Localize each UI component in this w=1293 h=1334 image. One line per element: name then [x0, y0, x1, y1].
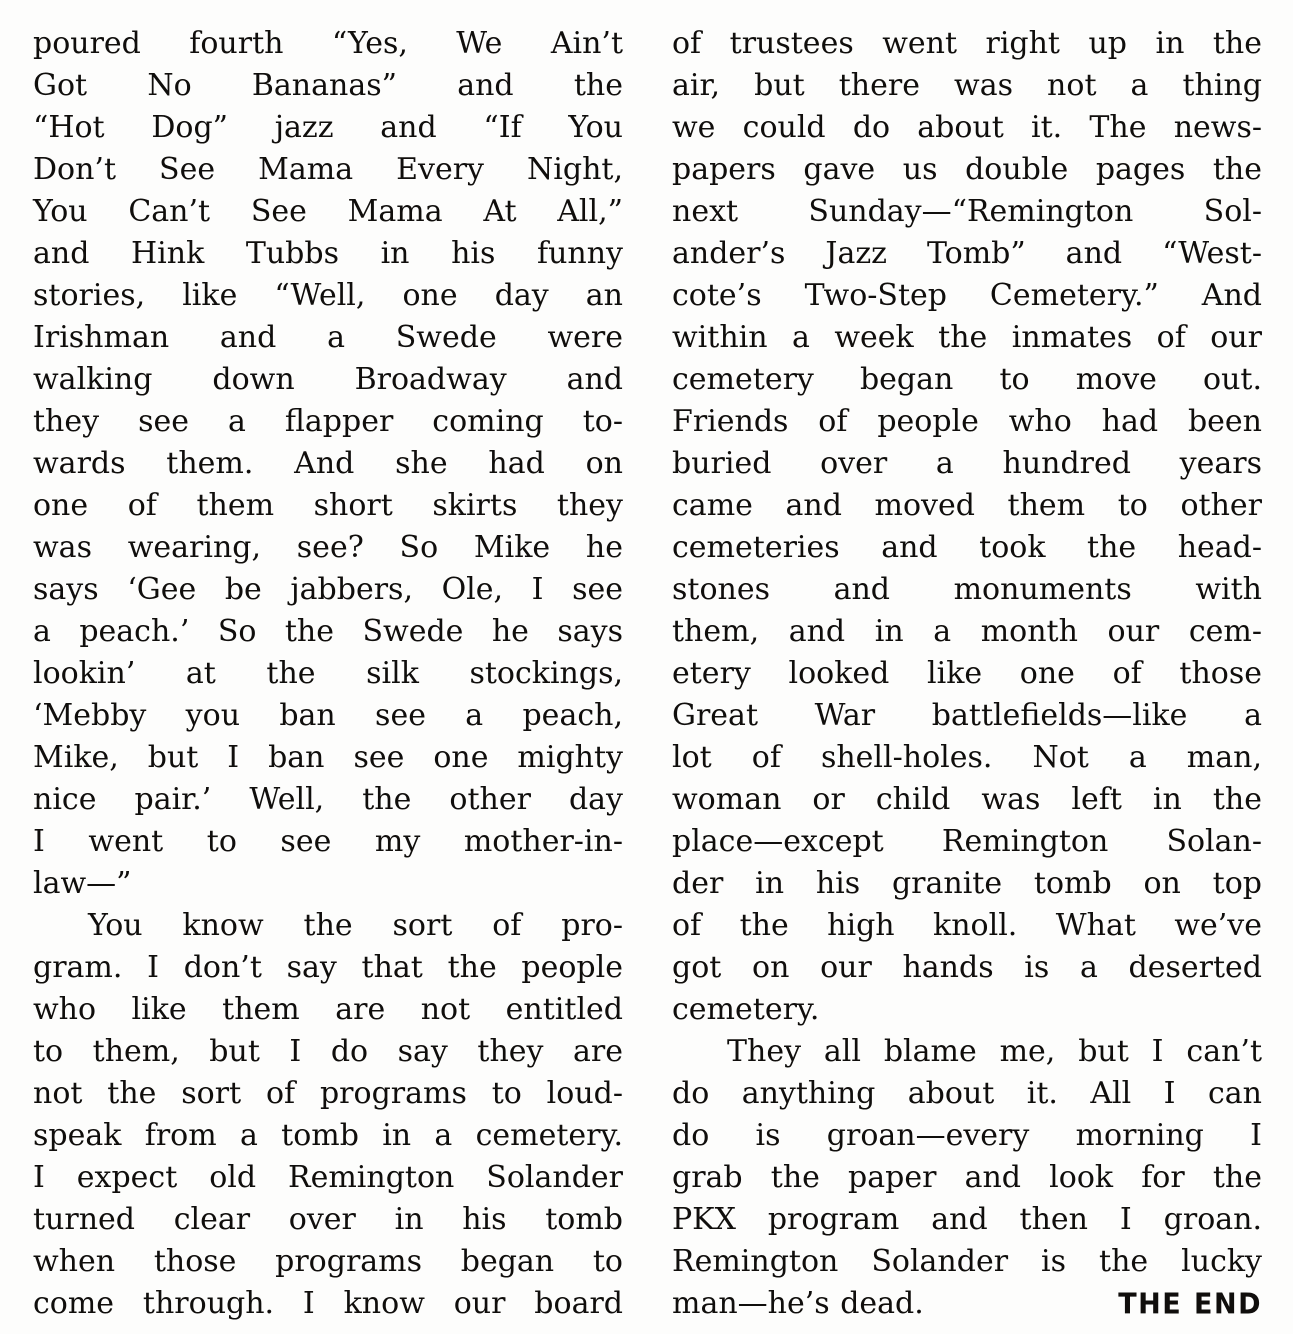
text-line: etery looked like one of those — [672, 656, 1262, 691]
text-line: a peach.’ So the Swede he says — [33, 614, 623, 649]
text-line: speak from a tomb in a cemetery. — [33, 1118, 623, 1153]
text-line: I went to see my mother-in- — [33, 824, 623, 859]
text-line: next Sunday—“Remington Sol- — [672, 194, 1262, 229]
text-line: nice pair.’ Well, the other day — [33, 782, 623, 817]
text-line: within a week the inmates of our — [672, 320, 1262, 355]
the-end-marker: THE END — [1118, 1288, 1262, 1321]
text-line: place—except Remington Solan- — [672, 824, 1262, 859]
text-line-content: man—he’s dead. — [672, 1286, 924, 1321]
text-line: them, and in a month our cem- — [672, 614, 1262, 649]
text-line: walking down Broadway and — [33, 362, 623, 397]
text-line: ‘Mebby you ban see a peach, — [33, 698, 623, 733]
text-line: der in his granite tomb on top — [672, 866, 1262, 901]
text-line — [672, 1283, 1262, 1325]
text-line: stones and monuments with — [672, 572, 1262, 607]
text-line: do is groan—every morning I — [672, 1118, 1262, 1153]
text-line: buried over a hundred years — [672, 446, 1262, 481]
text-line: cemetery. — [672, 992, 820, 1027]
text-line: who like them are not entitled — [33, 992, 623, 1027]
text-line: “Hot Dog” jazz and “If You — [33, 110, 623, 145]
text-line: Mike, but I ban see one mighty — [33, 740, 623, 775]
text-line: cote’s Two-Step Cemetery.” And — [672, 278, 1262, 313]
text-line: was wearing, see? So Mike he — [33, 530, 623, 565]
text-line: cemetery began to move out. — [672, 362, 1262, 397]
text-line: lot of shell-holes. Not a man, — [672, 740, 1262, 775]
text-line: cemeteries and took the head- — [672, 530, 1262, 565]
text-line: of trustees went right up in the — [672, 26, 1262, 61]
text-line: You Can’t See Mama At All,” — [33, 194, 623, 229]
text-line: when those programs began to — [33, 1244, 623, 1279]
text-line: says ‘Gee be jabbers, Ole, I see — [33, 572, 623, 607]
text-line: to them, but I do say they are — [33, 1034, 623, 1069]
paragraph — [33, 905, 623, 1325]
paragraph — [672, 1031, 1262, 1325]
text-line: papers gave us double pages the — [672, 152, 1262, 187]
text-line: and Hink Tubbs in his funny — [33, 236, 623, 271]
text-line: Remington Solander is the lucky — [672, 1244, 1262, 1279]
text-line: Don’t See Mama Every Night, — [33, 152, 623, 187]
paragraph — [672, 23, 1262, 1031]
text-line: Irishman and a Swede were — [33, 320, 623, 355]
text-line: air, but there was not a thing — [672, 68, 1262, 103]
text-line: not the sort of programs to loud- — [33, 1076, 623, 1111]
text-line: come through. I know our board — [33, 1286, 623, 1321]
text-line: law—” — [33, 866, 132, 901]
text-line: turned clear over in his tomb — [33, 1202, 623, 1237]
text-line: came and moved them to other — [672, 488, 1262, 523]
text-line: do anything about it. All I can — [672, 1076, 1262, 1111]
text-line: ander’s Jazz Tomb” and “West- — [672, 236, 1262, 271]
text-line: grab the paper and look for the — [672, 1160, 1262, 1195]
text-line: You know the sort of pro- — [88, 908, 623, 943]
text-line: one of them short skirts they — [33, 488, 623, 523]
text-line: poured fourth “Yes, We Ain’t — [33, 26, 623, 61]
text-line: woman or child was left in the — [672, 782, 1262, 817]
text-line: wards them. And she had on — [33, 446, 623, 481]
text-line: gram. I don’t say that the people — [33, 950, 623, 985]
text-line: Got No Bananas” and the — [33, 68, 623, 103]
text-line: got on our hands is a deserted — [672, 950, 1262, 985]
text-line: Friends of people who had been — [672, 404, 1262, 439]
text-line: we could do about it. The news- — [672, 110, 1262, 145]
text-line: I expect old Remington Solander — [33, 1160, 623, 1195]
text-line: of the high knoll. What we’ve — [672, 908, 1262, 943]
paragraph — [33, 23, 623, 905]
text-column-right — [672, 23, 1262, 1325]
text-line: lookin’ at the silk stockings, — [33, 656, 623, 691]
text-line: They all blame me, but I can’t — [727, 1034, 1262, 1069]
text-line: they see a flapper coming to- — [33, 404, 623, 439]
text-line: PKX program and then I groan. — [672, 1202, 1262, 1237]
text-line: Great War battlefields—like a — [672, 698, 1262, 733]
text-line: stories, like “Well, one day an — [33, 278, 623, 313]
text-column-left — [33, 23, 623, 1325]
